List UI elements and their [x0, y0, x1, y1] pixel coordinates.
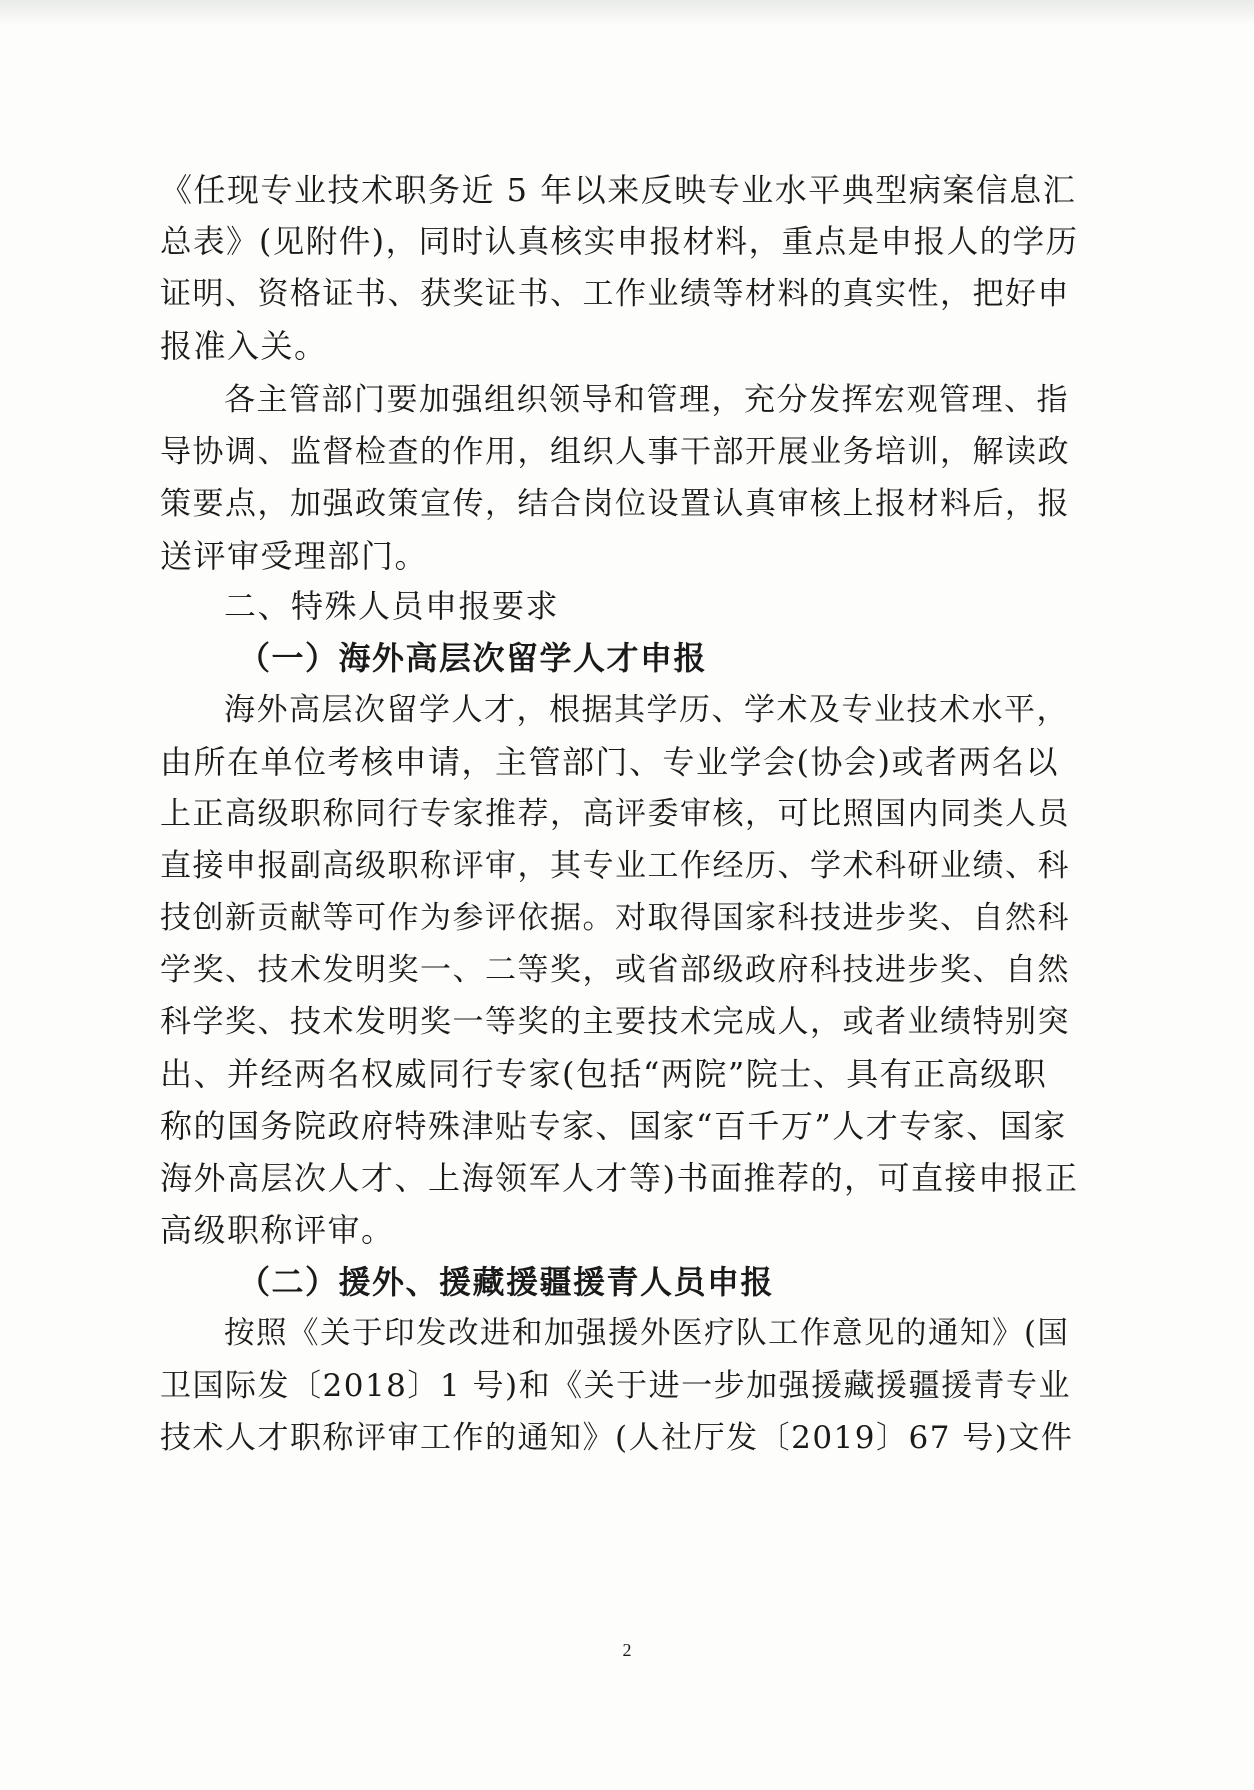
- paragraph-2-line-1: 各主管部门要加强组织领导和管理，充分发挥宏观管理、指: [224, 382, 1069, 418]
- subsection-1-heading: （一）海外高层次留学人才申报: [238, 639, 708, 677]
- subsection-1-line-2: 由所在单位考核申请，主管部门、专业学会(协会)或者两名以: [160, 743, 1059, 781]
- subsection-2-line-1: 按照《关于印发改进和加强援外医疗队工作意见的通知》(国: [224, 1316, 1070, 1351]
- paragraph-1-line-3: 证明、资格证书、获奖证书、工作业绩等材料的真实性，把好申: [160, 276, 1070, 312]
- paragraph-2-line-4: 送评审受理部门。: [160, 537, 429, 575]
- subsection-1-line-10: 海外高层次人才、上海领军人才等)书面推荐的，可直接申报正: [160, 1159, 1079, 1197]
- subsection-1-line-4: 直接申报副高级职称评审，其专业工作经历、学术科研业绩、科: [160, 848, 1070, 884]
- paragraph-1-line-2: 总表》(见附件)，同时认真核实申报材料，重点是申报人的学历: [160, 224, 1079, 260]
- scan-top-edge: [0, 0, 1254, 26]
- subsection-2-heading: （二）援外、援藏援疆援青人员申报: [238, 1263, 775, 1301]
- paragraph-1-line-1: 《任现专业技术职务近 5 年以来反映专业水平典型病案信息汇: [160, 171, 1077, 209]
- subsection-1-line-7: 科学奖、技术发明奖一等奖的主要技术完成人，或者业绩特别突: [160, 1004, 1070, 1040]
- paragraph-2-line-3: 策要点，加强政策宣传，结合岗位设置认真审核上报材料后，报: [160, 486, 1070, 522]
- subsection-1-line-1: 海外高层次留学人才，根据其学历、学术及专业技术水平，: [224, 692, 1069, 728]
- section-heading: 二、特殊人员申报要求: [224, 587, 560, 625]
- subsection-1-line-9: 称的国务院政府特殊津贴专家、国家“百千万”人才专家、国家: [160, 1107, 1067, 1145]
- paragraph-1-line-4: 报准入关。: [160, 327, 328, 365]
- subsection-2-line-3: 技术人才职称评审工作的通知》(人社厅发〔2019〕67 号)文件: [160, 1420, 1074, 1456]
- paragraph-2-line-2: 导协调、监督检查的作用，组织人事干部开展业务培训，解读政: [160, 434, 1070, 470]
- subsection-1-line-8: 出、并经两名权威同行专家(包括“两院”院士、具有正高级职: [160, 1055, 1048, 1093]
- subsection-1-line-11: 高级职称评审。: [160, 1211, 395, 1249]
- subsection-1-line-5: 技创新贡献等可作为参评依据。对取得国家科技进步奖、自然科: [160, 900, 1070, 936]
- subsection-2-line-2: 卫国际发〔2018〕1 号)和《关于进一步加强援藏援疆援青专业: [160, 1368, 1072, 1404]
- subsection-1-line-6: 学奖、技术发明奖一、二等奖，或省部级政府科技进步奖、自然: [160, 952, 1070, 988]
- page-number: 2: [622, 1640, 632, 1660]
- subsection-1-line-3: 上正高级职称同行专家推荐，高评委审核，可比照国内同类人员: [160, 796, 1070, 832]
